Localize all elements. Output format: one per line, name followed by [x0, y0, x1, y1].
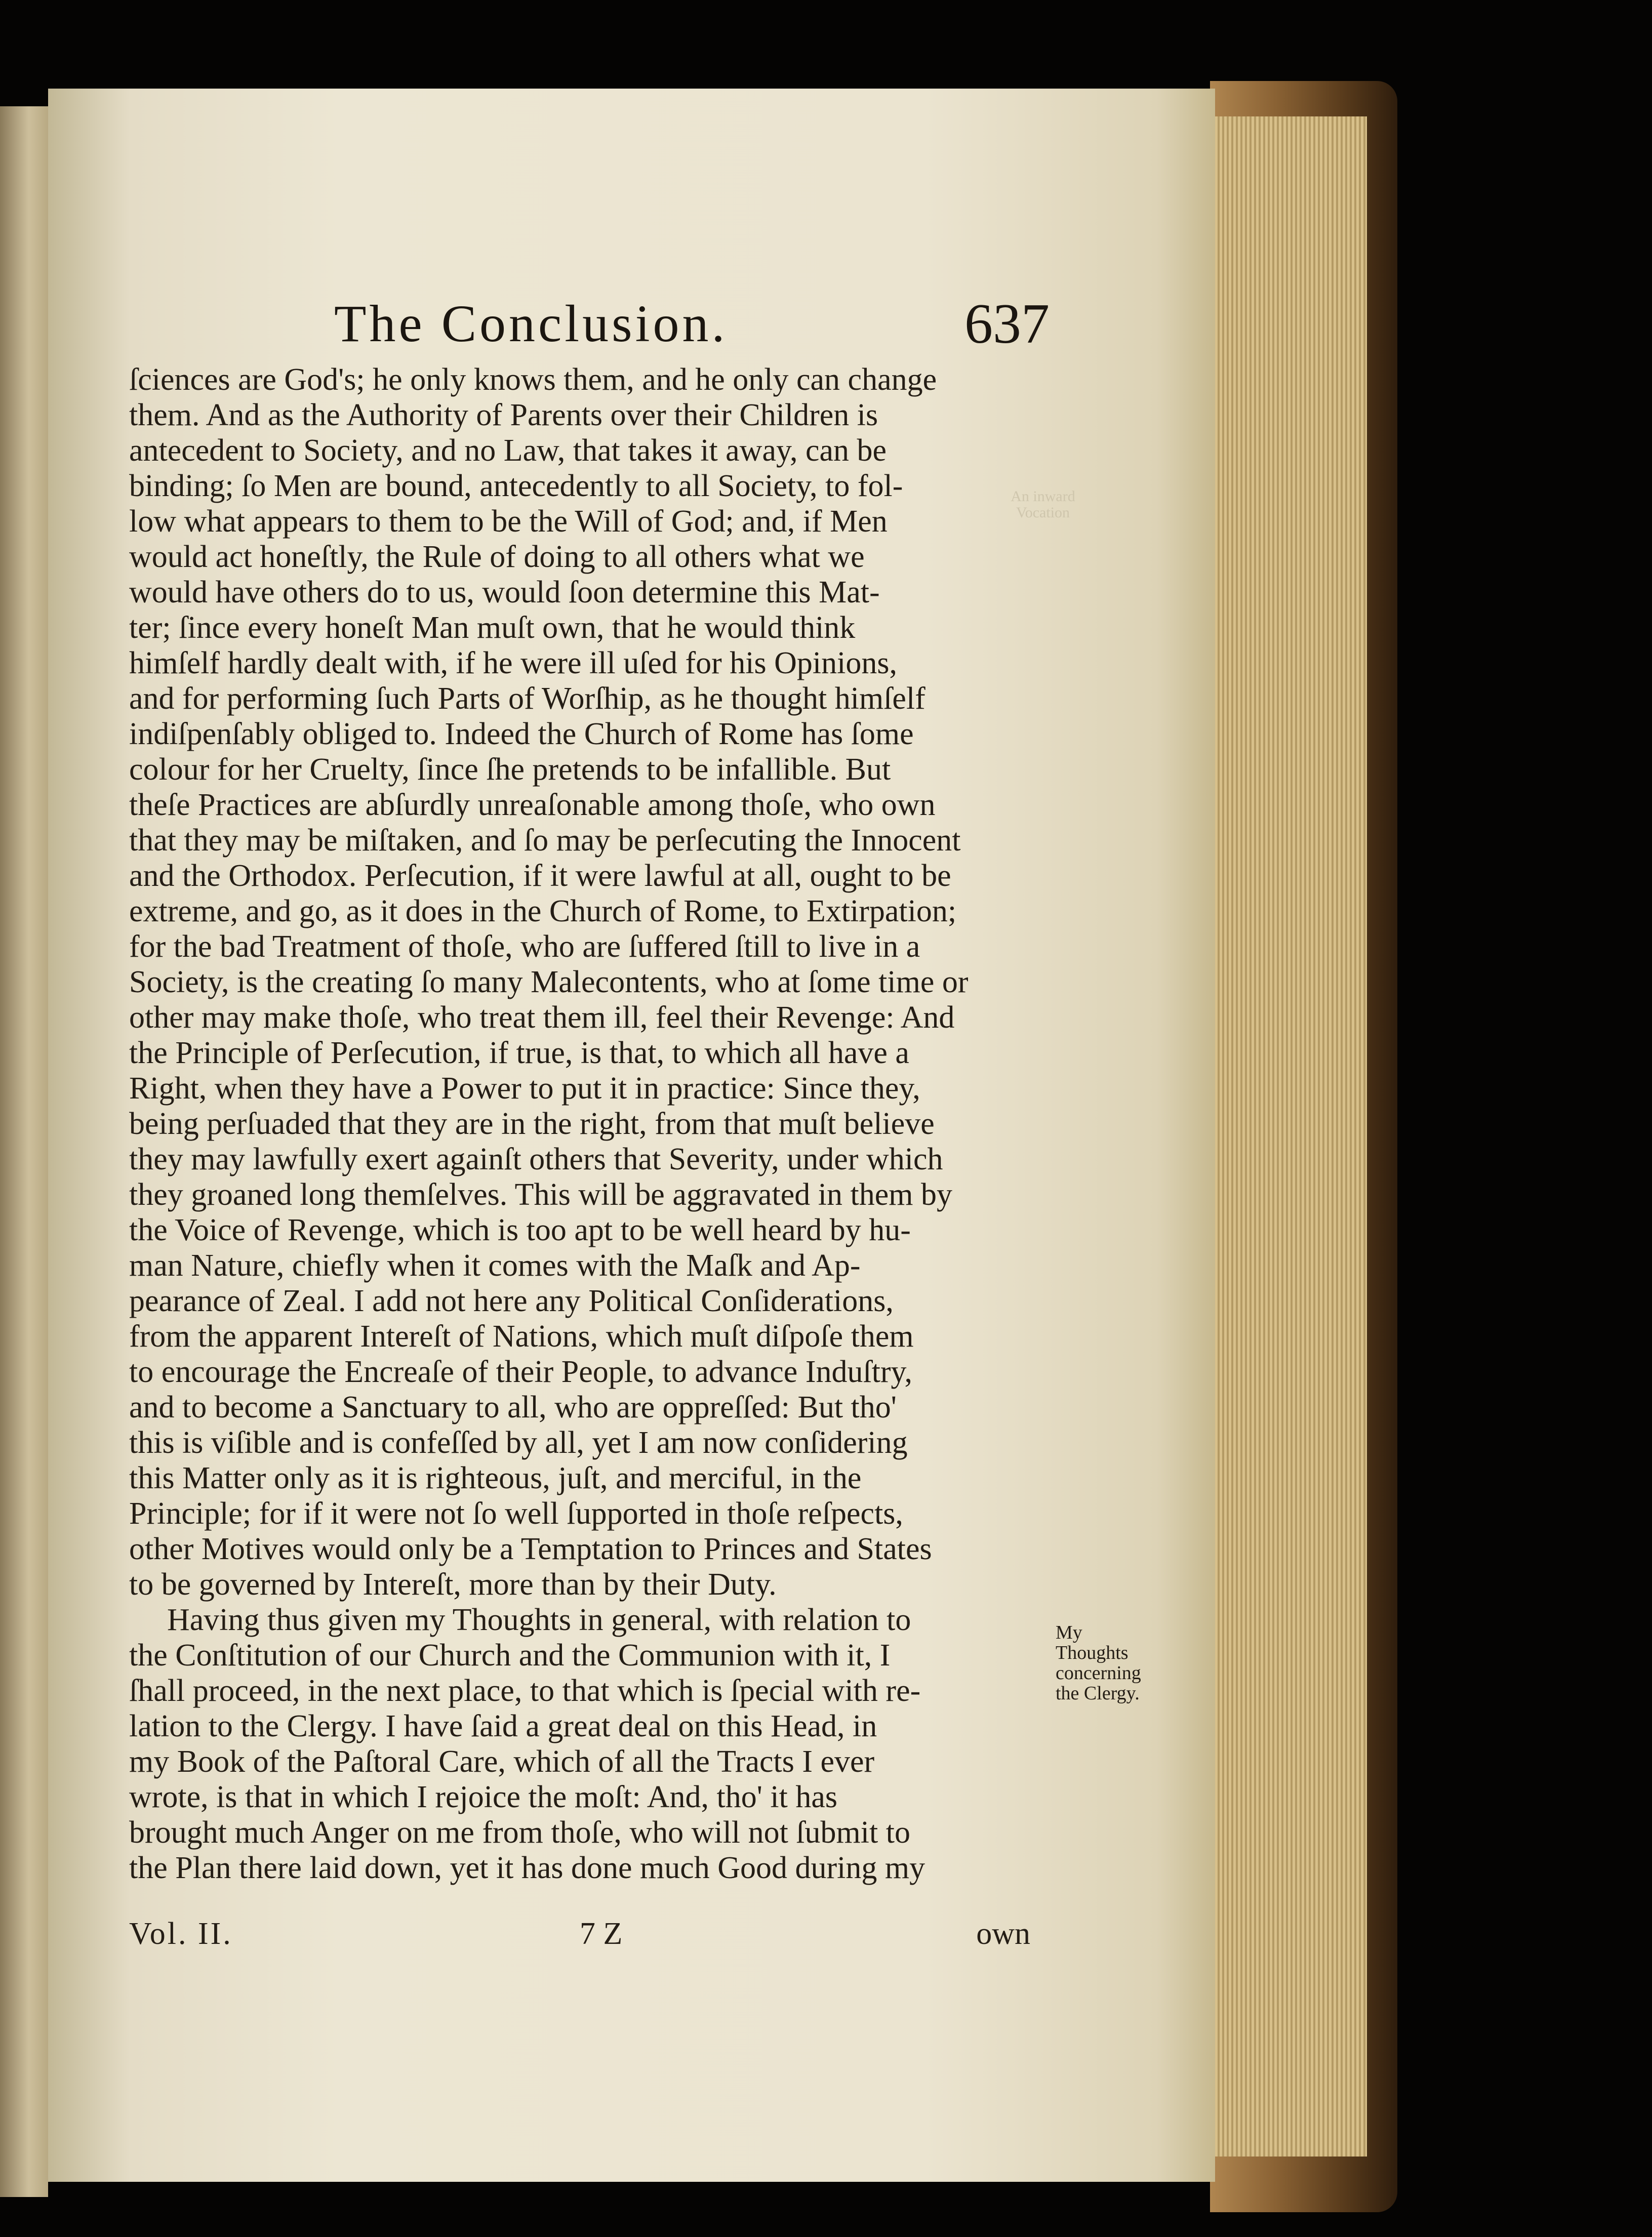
text-line: Having thus given my Thoughts in general, with relation to	[167, 1603, 911, 1637]
text-line: lation to the Clergy. I have ſaid a great deal on this Head, in	[129, 1709, 877, 1743]
text-line: colour for her Cruelty, ſince ſhe pretends to be infallible. But	[129, 752, 891, 787]
text-line: that they may be miſtaken, and ſo may be perſecuting the Innocent	[129, 823, 961, 858]
text-line: himſelf hardly dealt with, if he were ill uſed for his Opinions,	[129, 646, 897, 680]
body-text	[129, 362, 1033, 1886]
faint-margin-note: An inward Vocation	[1011, 488, 1075, 521]
text-line: and the Orthodox. Perſecution, if it were lawful at all, ought to be	[129, 859, 951, 893]
page-header	[48, 286, 1215, 362]
text-line: the Principle of Perſecution, if true, is that, to which all have a	[129, 1036, 909, 1070]
text-line: would act honeſtly, the Rule of doing to all others what we	[129, 540, 865, 574]
page-footer	[129, 1916, 1030, 1957]
text-line: other Motives would only be a Temptation to Princes and States	[129, 1532, 932, 1566]
text-line: them. And as the Authority of Parents over their Children is	[129, 398, 878, 432]
margin-note-line: Thoughts	[1056, 1642, 1129, 1663]
text-line: ſciences are God's; he only knows them, and he only can change	[129, 362, 937, 397]
text-line: to be governed by Intereſt, more than by their Duty.	[129, 1567, 777, 1602]
facing-page-edge	[0, 106, 48, 2197]
text-line: theſe Practices are abſurdly unreaſonable among thoſe, who own	[129, 788, 936, 822]
text-line: this Matter only as it is righteous, juſt, and merciful, in the	[129, 1461, 862, 1495]
margin-note-line: My	[1056, 1622, 1082, 1643]
text-line: low what appears to them to be the Will of God; and, if Men	[129, 504, 888, 539]
volume-label: Vol. II.	[129, 1917, 233, 1951]
signature-mark: 7 Z	[580, 1917, 623, 1951]
text-line: and for performing ſuch Parts of Worſhip, as he thought himſelf	[129, 681, 925, 716]
text-line: the Voice of Revenge, which is too apt to be well heard by hu-	[129, 1213, 911, 1247]
text-line: to encourage the Encreaſe of their People, to advance Induſtry,	[129, 1355, 913, 1389]
page-block-edges	[1215, 116, 1367, 2157]
margin-note	[1056, 1622, 1144, 1703]
text-line: Right, when they have a Power to put it in practice: Since they,	[129, 1071, 920, 1106]
text-line: and to become a Sanctuary to all, who are oppreſſed: But tho'	[129, 1390, 897, 1425]
text-line: brought much Anger on me from thoſe, who will not ſubmit to	[129, 1815, 910, 1850]
text-line: Principle; for if it were not ſo well ſupported in thoſe reſpects,	[129, 1496, 903, 1531]
page-number: 637	[964, 293, 1050, 355]
text-line: would have others do to us, would ſoon determine this Mat-	[129, 575, 880, 609]
text-line: the Conſtitution of our Church and the Communion with it, I	[129, 1638, 891, 1673]
text-line: for the bad Treatment of thoſe, who are ſuffered ſtill to live in a	[129, 929, 920, 964]
text-line: wrote, is that in which I rejoice the moſt: And, tho' it has	[129, 1780, 838, 1814]
catchword: own	[976, 1917, 1030, 1951]
text-line: ter; ſince every honeſt Man muſt own, that he would think	[129, 611, 856, 645]
text-line: this is viſible and is confeſſed by all, yet I am now conſidering	[129, 1426, 908, 1460]
running-head: The Conclusion.	[334, 295, 728, 353]
text-line: pearance of Zeal. I add not here any Political Conſiderations,	[129, 1284, 894, 1318]
text-line: the Plan there laid down, yet it has done much Good during my	[129, 1851, 925, 1885]
margin-note-line: concerning	[1056, 1662, 1141, 1684]
book-page	[48, 89, 1215, 2182]
text-line: man Nature, chiefly when it comes with the Maſk and Ap-	[129, 1248, 861, 1283]
text-line: my Book of the Paſtoral Care, which of all the Tracts I ever	[129, 1744, 875, 1779]
text-line: being perſuaded that they are in the right, from that muſt believe	[129, 1107, 935, 1141]
text-line: from the apparent Intereſt of Nations, which muſt diſpoſe them	[129, 1319, 914, 1354]
text-line: they groaned long themſelves. This will be aggravated in them by	[129, 1177, 952, 1212]
text-line: other may make thoſe, who treat them ill, feel their Revenge: And	[129, 1000, 955, 1035]
text-line: antecedent to Society, and no Law, that takes it away, can be	[129, 433, 887, 468]
text-line: extreme, and go, as it does in the Church of Rome, to Extirpation;	[129, 894, 957, 928]
text-line: ſhall proceed, in the next place, to that which is ſpecial with re-	[129, 1674, 921, 1708]
text-line: Society, is the creating ſo many Malecontents, who at ſome time or	[129, 965, 969, 999]
text-line: binding; ſo Men are bound, antecedently to all Society, to fol-	[129, 469, 903, 503]
text-line: they may lawfully exert againſt others that Severity, under which	[129, 1142, 943, 1176]
margin-note-line: the Clergy.	[1056, 1683, 1140, 1704]
text-line: indiſpenſably obliged to. Indeed the Church of Rome has ſome	[129, 717, 914, 751]
